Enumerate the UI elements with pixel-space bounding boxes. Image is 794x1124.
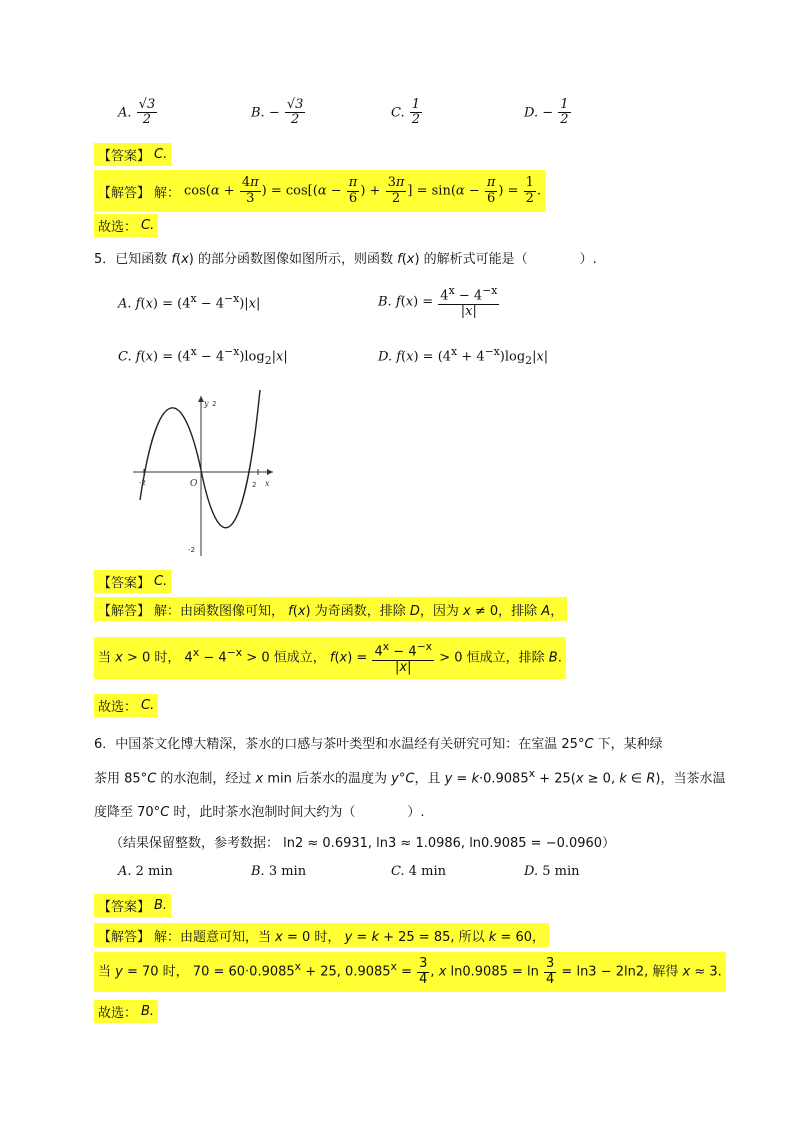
q4-solution-formula: cos(α + $\frac{4\pi}{3}$ ) = cos[(α − $\frac{\pi}{6}$ ) + $\frac{3\pi}{2}$ ] = sin(α − $\frac{\pi}{6}$ ) = $\frac{1}{2}$ . — [184, 175, 542, 206]
q5-function-graph — [128, 390, 278, 560]
y-tick-top-label: 2 — [212, 400, 217, 408]
q6-stem-line2: 茶用 85°C 的水泡制，经过 x min 后茶水的温度为 y°C，且 $y = k\cdot 0.9085^x + 25(x \ge 0$, k ∈ R)，当茶水温 — [94, 767, 726, 787]
q4-conclusion: 故选： C. — [94, 214, 158, 237]
q5-solution-line2: 当 x > 0 时， $4^x - 4^{-x} > 0$ 恒成立， f(x) = $\frac{4^x - 4^{-x}}{|x|}$ > 0 恒成立，排除 B. — [94, 637, 566, 679]
q5-option-c: C. $f(x) = (4^x - 4^{-x})\log_2|x|$ — [118, 345, 288, 367]
q6-stem-line3: 度降至 70°C 时，此时茶水泡制时间大约为（ ）. — [94, 805, 425, 820]
x-axis-label: x — [265, 479, 270, 488]
q4-option-d: D. − $\frac{1}{2}$ — [524, 97, 569, 128]
q6-option-b: B. 3 min — [251, 864, 307, 879]
q5-conclusion: 故选： C. — [94, 694, 158, 717]
q4-option-a: A. $\frac{√3}{2}$ — [118, 97, 156, 128]
q4-answer: 【答案】 C. — [94, 143, 171, 166]
q6-answer: 【答案】 B. — [94, 894, 171, 917]
q6-reference-note: （结果保留整数，参考数据： ln2 ≈ 0.6931, ln3 ≈ 1.0986, ln0.9085 = −0.0960） — [110, 836, 616, 851]
q6-option-c: C. 4 min — [391, 864, 447, 879]
q5-option-d: D. $f(x) = (4^x + 4^{-x})\log_2|x|$ — [378, 345, 549, 367]
y-axis-label: y — [204, 399, 209, 408]
q5-option-b: B. f(x) = $\frac{4^x - 4^{-x}}{|x|}$ — [378, 284, 498, 319]
q4-option-c: C. $\frac{1}{2}$ — [391, 97, 421, 128]
q5-option-a: A. $f(x) = (4^x - 4^{-x})|x|$ — [118, 292, 261, 312]
q5-answer: 【答案】 C. — [94, 570, 171, 593]
x-tick-right-label: 2 — [252, 481, 257, 489]
q6-option-d: D. 5 min — [524, 864, 580, 879]
function-curve — [140, 390, 260, 528]
q4-option-b: B. − $\frac{√3}{2}$ — [251, 97, 304, 128]
origin-label: O — [190, 479, 198, 489]
q6-solution-line2: 当 y = 70 时， $70 = 60\cdot 0.9085^x + 25$, $0.9085^x$ = $\frac{3}{4}$ , x ln0.9085 = ln $\frac{3}{4}$ = ln3 − 2ln2, 解得 x ≈ 3. — [94, 952, 726, 992]
q5-stem: 5．已知函数 f(x) 的部分函数图像如图所示，则函数 f(x) 的解析式可能是（ ）. — [94, 252, 597, 267]
q5-solution-line1: 【解答】 解：由函数图像可知， f(x) 为奇函数，排除 D，因为 x ≠ 0，排除 A， — [94, 597, 567, 621]
x-tick-left-label: -2 — [139, 479, 146, 487]
q6-option-a: A. 2 min — [118, 864, 173, 879]
q6-stem-line1: 6．中国茶文化博大精深，茶水的口感与茶叶类型和水温经有关研究可知：在室温 25°C 下，某种绿 — [94, 737, 663, 752]
q6-solution-line1: 【解答】 解：由题意可知，当 x = 0 时， y = k + 25 = 85, 所以 k = 60， — [94, 923, 549, 947]
x-axis-arrow — [267, 469, 273, 475]
q6-conclusion: 故选： B. — [94, 1000, 158, 1023]
y-tick-bottom-label: -2 — [188, 546, 195, 554]
q4-solution: 【解答】 解： cos(α + $\frac{4\pi}{3}$ ) = cos[(α − $\frac{\pi}{6}$ ) + $\frac{3\pi}{2}$ ] = sin(α − $\frac{\pi}{6}$ ) = $\frac{1}{2}$ . — [94, 170, 545, 212]
